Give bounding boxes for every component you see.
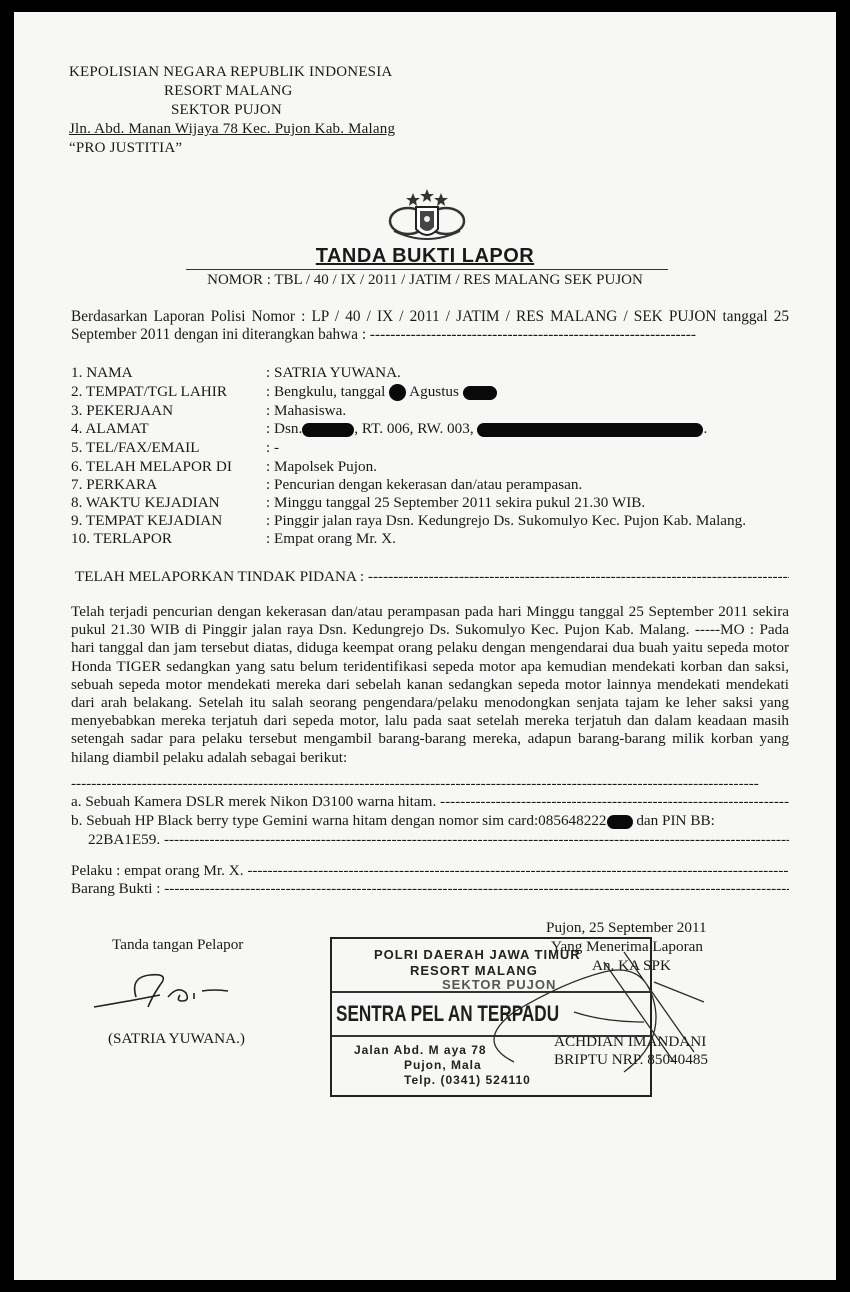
field-label-pekerjaan: 3. PEKERJAAN	[71, 402, 174, 419]
field-value-nama: : SATRIA YUWANA.	[266, 364, 401, 381]
field-label-tel: 5. TEL/FAX/EMAIL	[71, 439, 200, 456]
address-rt-rw: , RT. 006, RW. 003,	[354, 420, 474, 437]
field-label-tempat-kejadian: 9. TEMPAT KEJADIAN	[71, 512, 223, 529]
item-b-pin-value: 22BA1E59. -----	[88, 831, 789, 848]
field-value-terlapor: : Empat orang Mr. X.	[266, 530, 396, 547]
redaction-mark	[463, 386, 497, 400]
stamp-line-1: POLRI DAERAH JAWA TIMUR	[374, 947, 581, 962]
place-date: Pujon, 25 September 2011	[546, 919, 707, 936]
item-b-pin	[88, 831, 789, 849]
receiver-label: Yang Menerima Laporan	[551, 938, 703, 955]
signature-caption: Tanda tangan Pelapor	[112, 936, 244, 953]
item-b-text: b. Sebuah HP Black berry type Gemini warna hitam dengan nomor sim card:085648222	[71, 812, 607, 829]
officer-rank: BRIPTU NRP. 85040485	[554, 1051, 709, 1068]
on-behalf-label: An. KA SPK	[592, 957, 671, 974]
redaction-mark	[477, 423, 703, 437]
stamp-address: Jalan Abd. M aya 78	[354, 1043, 487, 1057]
document-number-text: NOMOR : TBL / 40 / IX / 2011 / JATIM / RES MALANG SEK PUJON	[207, 272, 643, 288]
header-address: Jln. Abd. Manan Wijaya 78 Kec. Pujon Kab. Malang	[69, 121, 396, 137]
redaction-mark	[607, 815, 633, 829]
dash-line	[71, 775, 789, 793]
field-value-perkara: : Pencurian dengan kekerasan dan/atau perampasan.	[266, 476, 583, 493]
item-b	[71, 812, 715, 830]
intro-paragraph: Berdasarkan Laporan Polisi Nomor : LP / 40 / IX / 2011 / JATIM / RES MALANG / SEK PUJON tanggal 25 September 2011 dengan ini diterangkan bahwa : ----------------------------------------------------------------	[71, 308, 789, 343]
field-label-melapor: 6. TELAH MELAPOR DI	[71, 458, 232, 475]
stamp-phone: Telp. (0341) 524110	[404, 1073, 531, 1087]
document-title: TANDA BUKTI LAPOR	[315, 245, 535, 267]
officer-name: ACHDIAN IMANDANI	[554, 1033, 707, 1050]
pro-justitia: “PRO JUSTITIA”	[69, 140, 183, 156]
document-number	[14, 272, 836, 289]
telah-melaporkan-line	[75, 568, 789, 586]
pelaku-text: Pelaku : empat orang Mr. X. -----	[71, 862, 789, 879]
field-value-pekerjaan: : Mahasiswa.	[266, 402, 347, 419]
barang-bukti-text: Barang Bukti : -----	[71, 880, 789, 897]
item-b-pin-label: dan PIN BB:	[636, 812, 715, 829]
narrative-block	[71, 603, 789, 767]
field-label-tempat-tgl-lahir: 2. TEMPAT/TGL LAHIR	[71, 383, 227, 400]
field-label-alamat: 4. ALAMAT	[71, 420, 149, 437]
field-value-tempat-kejadian: : Pinggir jalan raya Dsn. Kedungrejo Ds. Sukomulyo Kec. Pujon Kab. Malang.	[266, 512, 747, 529]
stamp-line-2: RESORT MALANG	[410, 963, 538, 978]
barang-bukti-line	[71, 880, 789, 898]
birth-month-text: Agustus	[409, 383, 459, 400]
field-value-waktu: : Minggu tanggal 25 September 2011 sekira pukul 21.30 WIB.	[266, 494, 646, 511]
redaction-mark	[389, 384, 406, 401]
field-label-nama: 1. NAMA	[71, 364, 133, 381]
field-label-waktu: 8. WAKTU KEJADIAN	[71, 494, 220, 511]
field-value-alamat	[266, 420, 707, 438]
address-end: .	[703, 420, 708, 437]
item-a-text: a. Sebuah Kamera DSLR merek Nikon D3100 warna hitam. -----	[71, 793, 789, 810]
narrative-paragraph: Telah terjadi pencurian dengan kekerasan dan/atau perampasan pada hari Minggu tanggal 25 September 2011 sekira pukul 21.30 WIB di Pinggir jalan raya Dsn. Kedungrejo Ds. Sukomulyo Kec. Pujon Kab. Malang. -----MO : Pada hari tanggal dan jam tersebut diatas, diduga keempat orang pelaku dengan mengendarai dua buah yaitu sepeda motor Honda TIGER sedangkan yang satu belum teridentifikasi sepeda motor apa kemudian mendekati korban dan saksi, sebuah sepeda motor mendekati mereka dari sebelah kanan sedangkan sepeda motor lainnya mendekati mendekati dari arah belakang. Setelah itu salah seorang pengendara/pelaku menodongkan senjata tajam ke leher saksi yang menyebabkan mereka terjatuh dari sepeda motor, lalu pada saat setelah mereka terjatuh dan dalam keadaan masih setengah sadar para pelaku tersebut mengambil barang-barang mereka, adapun barang-barang milik korban yang hilang diambil pelaku adalah sebagai berikut:	[71, 603, 789, 766]
field-label-perkara: 7. PERKARA	[71, 476, 158, 493]
field-label-terlapor: 10. TERLAPOR	[71, 530, 172, 547]
stamp-band: SENTRA PEL AN TERPADU	[336, 1001, 560, 1026]
header-line-3: SEKTOR PUJON	[171, 102, 282, 118]
document-page	[14, 12, 836, 1280]
title-rule	[186, 269, 668, 270]
stamp-line-3: SEKTOR PUJON	[442, 977, 557, 992]
redaction-mark	[302, 423, 354, 437]
address-prefix: : Dsn.	[266, 420, 303, 437]
officer-signature-icon	[454, 942, 714, 1082]
header-line-1: KEPOLISIAN NEGARA REPUBLIK INDONESIA	[69, 64, 393, 80]
reporter-name: (SATRIA YUWANA.)	[108, 1030, 245, 1047]
field-value-tempat-tgl-lahir	[266, 383, 497, 401]
pelaku-line	[71, 862, 789, 880]
field-value-tel: : -	[266, 439, 280, 456]
item-a	[71, 793, 789, 811]
header-line-2: RESORT MALANG	[164, 83, 293, 99]
reporter-signature-icon	[90, 967, 240, 1017]
police-emblem-icon	[386, 187, 468, 245]
stamp-city: Pujon, Mala	[404, 1058, 482, 1072]
telah-melaporkan-text: TELAH MELAPORKAN TINDAK PIDANA : -----	[75, 568, 789, 585]
field-value-melapor: : Mapolsek Pujon.	[266, 458, 377, 475]
birth-place-text: : Bengkulu, tanggal	[266, 383, 386, 400]
